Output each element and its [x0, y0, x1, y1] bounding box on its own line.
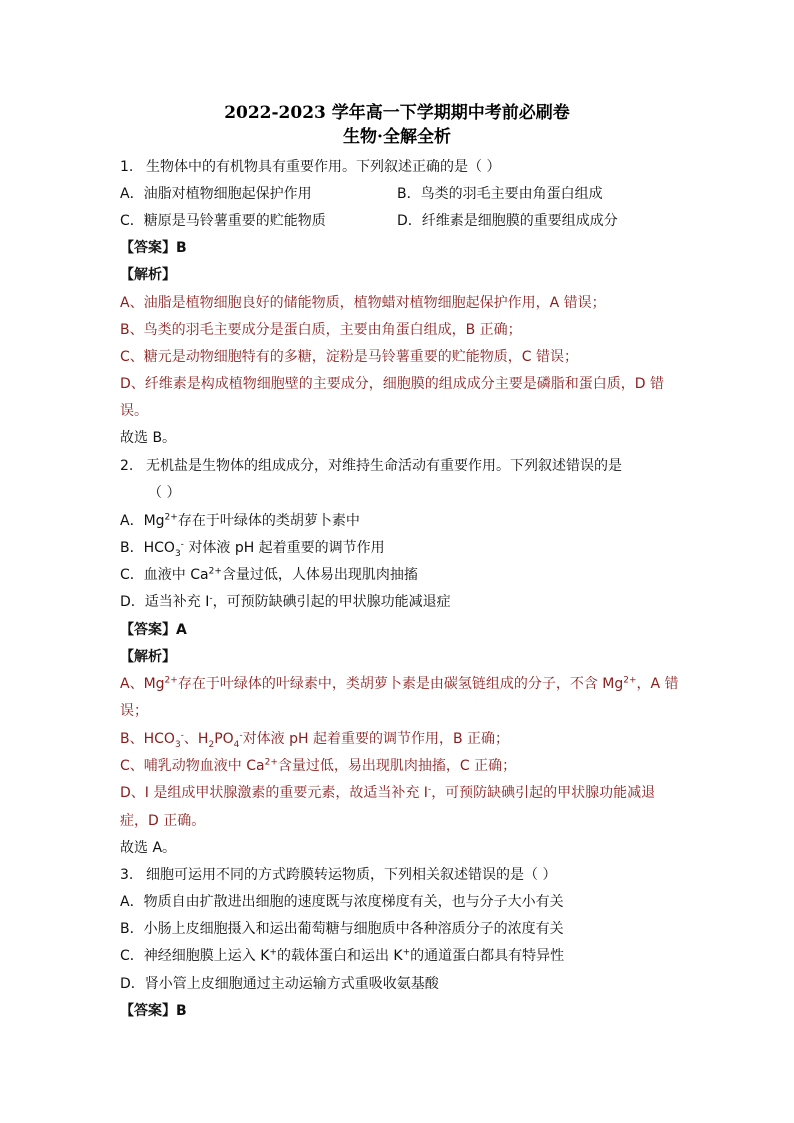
document-title: 2022-2023 学年高一下学期期中考前必刷卷	[224, 103, 570, 123]
question-1-options-cd	[120, 211, 680, 231]
question-1-options-ab	[120, 184, 680, 204]
question-2-bracket: （ ）	[148, 485, 181, 501]
question-1-stem	[120, 157, 680, 177]
analysis-line: A、$Mg^{2+}$存在于叶绿体的叶绿素中，类胡萝卜素是由碳氢链组成的分子，不含 $Mg^{2+}$，A 错	[120, 675, 679, 692]
question-number: 1.	[120, 159, 134, 175]
analysis-line: 误。	[120, 403, 148, 419]
question-2-stem	[120, 456, 680, 476]
analysis-line: D、纤维素是构成植物细胞壁的主要成分，细胞膜的组成成分主要是磷脂和蛋白质，D 错	[120, 376, 665, 392]
option-c: C．血液中 $Ca^{2+}$含量过低，人体易出现肌肉抽搐	[120, 566, 418, 583]
analysis-label: 【解析】	[120, 649, 176, 665]
option-a: A．物质自由扩散进出细胞的速度既与浓度梯度有关，也与分子大小有关	[120, 894, 564, 910]
question-number: 2.	[120, 458, 134, 474]
analysis-line: B、鸟类的羽毛主要成分是蛋白质，主要由角蛋白组成，B 正确；	[120, 322, 522, 338]
conclusion: 故选 B。	[120, 430, 177, 446]
option-b: B．小肠上皮细胞摄入和运出葡萄糖与细胞质中各种溶质分子的浓度有关	[120, 921, 564, 937]
document-subtitle: 生物·全解全析	[343, 127, 451, 147]
question-text: 无机盐是生物体的组成成分，对维持生命活动有重要作用。下列叙述错误的是	[146, 458, 622, 474]
analysis-line: 症，D 正确。	[120, 813, 206, 829]
question-number: 3.	[120, 867, 134, 883]
option-b: B．鸟类的羽毛主要由角蛋白组成	[397, 186, 603, 202]
question-text: 生物体中的有机物具有重要作用。下列叙述正确的是（ ）	[146, 159, 501, 175]
option-d: D．适当补充 I-，可预防缺碘引起的甲状腺功能减退症	[120, 593, 451, 610]
answer-label: 【答案】A	[120, 622, 187, 638]
option-d: D．肾小管上皮细胞通过主动运输方式重吸收氨基酸	[120, 976, 439, 992]
answer-label: 【答案】B	[120, 1003, 187, 1019]
option-a: A．油脂对植物细胞起保护作用	[120, 186, 312, 202]
option-c: C．糖原是马铃薯重要的贮能物质	[120, 213, 326, 229]
option-d: D．纤维素是细胞膜的重要组成成分	[397, 213, 618, 229]
conclusion: 故选 A。	[120, 840, 177, 856]
analysis-line: D、I 是组成甲状腺激素的重要元素，故适当补充 I-，可预防缺碘引起的甲状腺功能减退	[120, 784, 656, 801]
analysis-line: A、油脂是植物细胞良好的储能物质，植物蜡对植物细胞起保护作用，A 错误；	[120, 295, 606, 311]
analysis-line: B、$HCO_3^-$、$H_2PO_4^-$对体液 pH 起着重要的调节作用，B 正确；	[120, 730, 510, 750]
answer-label: 【答案】B	[120, 240, 187, 256]
analysis-line: C、糖元是动物细胞特有的多糖，淀粉是马铃薯重要的贮能物质，C 错误；	[120, 349, 578, 365]
question-text: 细胞可运用不同的方式跨膜转运物质，下列相关叙述错误的是（ ）	[146, 867, 557, 883]
question-3-stem	[120, 865, 680, 885]
option-a: A．$Mg^{2+}$存在于叶绿体的类胡萝卜素中	[120, 512, 360, 529]
analysis-line: 误；	[120, 703, 148, 719]
option-c: C．神经细胞膜上运入 K+的载体蛋白和运出 K+的通道蛋白都具有特异性	[120, 947, 565, 964]
analysis-line: C、哺乳动物血液中 $Ca^{2+}$含量过低，易出现肌肉抽搐，C 正确；	[120, 757, 517, 774]
option-b: B．$HCO_3^-$ 对体液 pH 起着重要的调节作用	[120, 539, 385, 559]
analysis-label: 【解析】	[120, 267, 176, 283]
